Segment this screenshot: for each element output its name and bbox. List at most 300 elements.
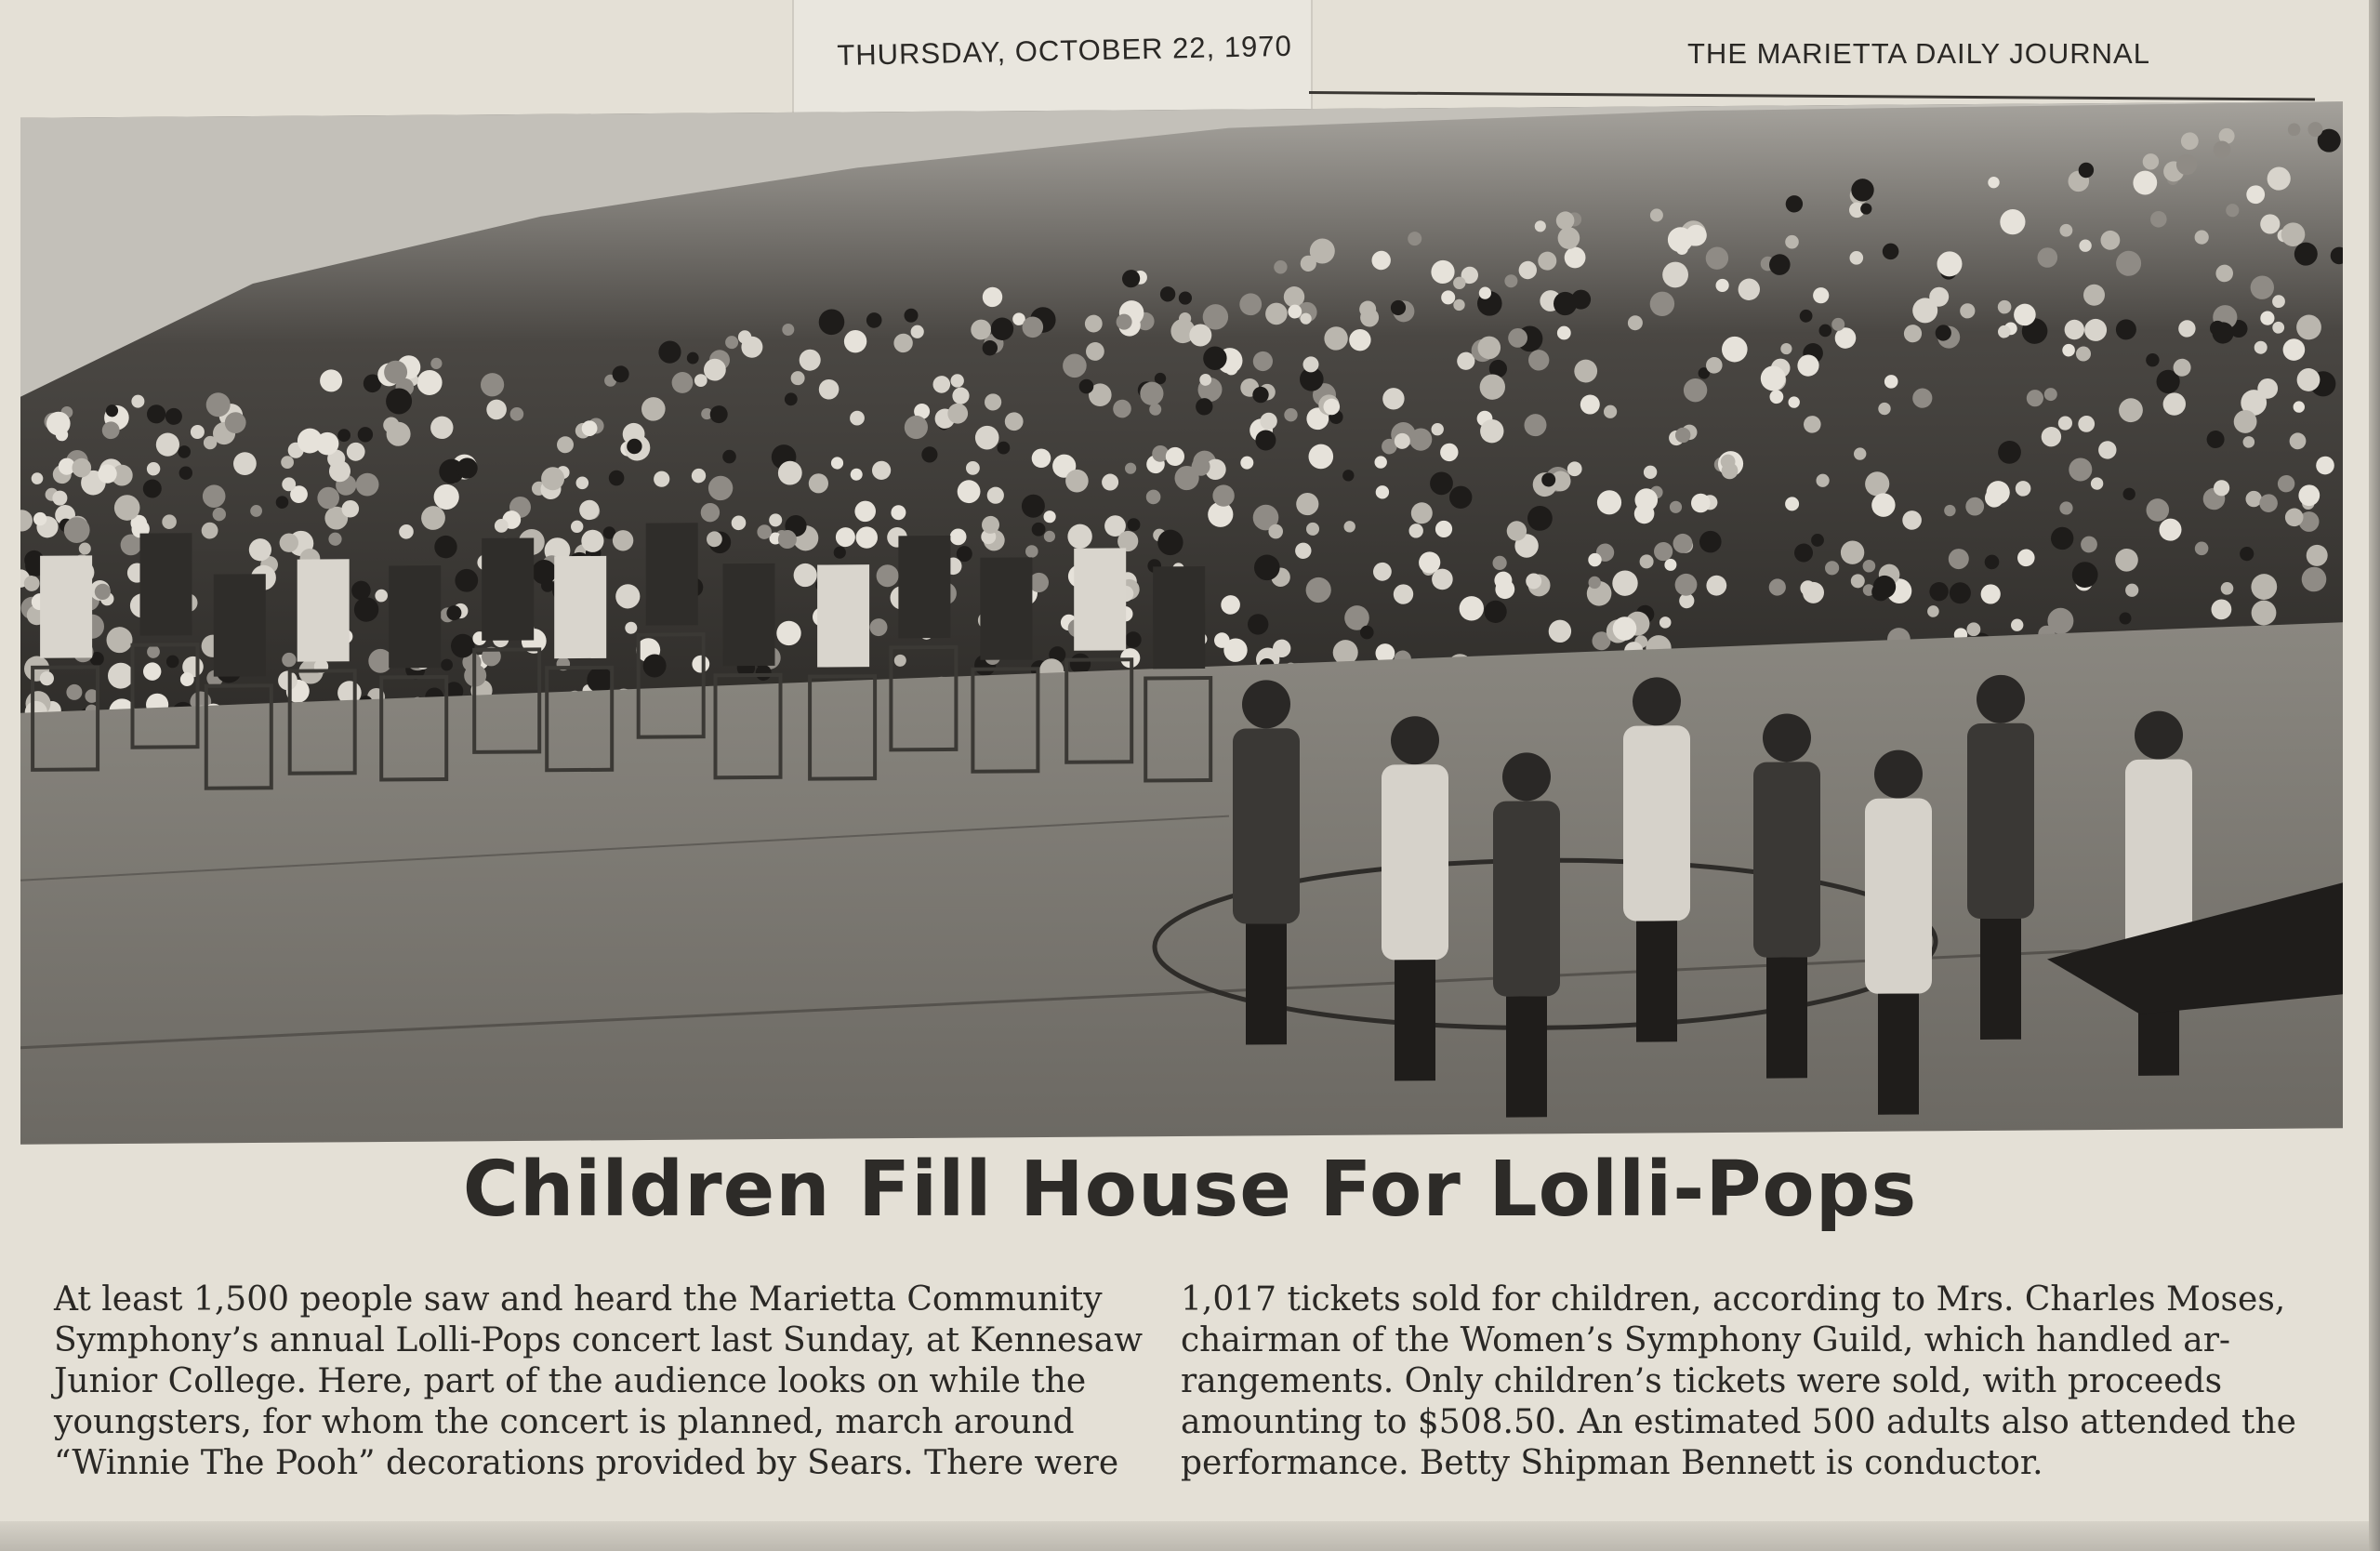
audience-face <box>165 408 182 425</box>
audience-face <box>1296 493 1318 515</box>
audience-face <box>1122 270 1140 287</box>
musician <box>980 557 1032 659</box>
audience-face <box>958 480 981 503</box>
audience-face <box>356 473 379 497</box>
child-head <box>1391 716 1439 764</box>
audience-face <box>1157 530 1183 556</box>
audience-face <box>1786 195 1803 213</box>
audience-face <box>386 388 412 414</box>
audience-face <box>613 365 629 382</box>
audience-face <box>399 524 414 539</box>
audience-face <box>233 452 257 475</box>
audience-face <box>1706 357 1723 374</box>
audience-face <box>2272 322 2284 334</box>
audience-face <box>495 519 509 533</box>
audience-face <box>794 563 817 587</box>
audience-face <box>1785 235 1799 249</box>
audience-face <box>1160 286 1175 302</box>
audience-face <box>162 514 177 529</box>
audience-face <box>1419 551 1440 573</box>
audience-face <box>1349 329 1370 351</box>
audience-face <box>957 546 972 562</box>
audience-face <box>434 484 459 510</box>
audience-face <box>2181 132 2199 150</box>
audience-face <box>2210 321 2225 337</box>
audience-face <box>1904 325 1922 342</box>
audience-face <box>1067 524 1091 550</box>
audience-face <box>692 469 706 484</box>
audience-face <box>1628 315 1643 330</box>
audience-face <box>1597 490 1621 514</box>
musician <box>1074 548 1126 650</box>
audience-face <box>947 404 968 424</box>
audience-face <box>579 500 599 521</box>
audience-face <box>2016 481 2031 497</box>
audience-face <box>1565 246 1586 268</box>
audience-face <box>1360 626 1374 640</box>
audience-face <box>725 336 738 349</box>
audience-face <box>2042 427 2061 447</box>
audience-face <box>1800 580 1815 596</box>
audience-face <box>905 416 928 439</box>
audience-face <box>951 374 964 388</box>
audience-face <box>1432 569 1453 590</box>
audience-face <box>1987 481 2010 504</box>
audience-face <box>1372 251 1391 271</box>
audience-face <box>1248 614 1268 635</box>
audience-face <box>1306 523 1319 536</box>
audience-face <box>2251 275 2274 299</box>
child-head <box>1633 677 1681 725</box>
audience-face <box>40 671 54 685</box>
audience-face <box>1342 470 1354 481</box>
audience-face <box>1441 290 1455 304</box>
audience-face <box>1023 316 1044 338</box>
audience-face <box>1166 447 1184 466</box>
audience-face <box>641 397 666 421</box>
audience-face <box>1654 542 1673 561</box>
audience-face <box>877 564 899 587</box>
audience-face <box>800 350 821 371</box>
audience-face <box>1950 582 1971 603</box>
audience-face <box>722 450 736 464</box>
audience-face <box>844 330 866 353</box>
audience-face <box>1706 576 1726 596</box>
musician <box>298 559 350 661</box>
audience-face <box>1902 510 1922 530</box>
audience-face <box>384 361 407 384</box>
audience-face <box>2307 122 2322 137</box>
audience-face <box>1005 412 1024 431</box>
audience-face <box>1479 286 1491 298</box>
audience-face <box>1557 326 1571 340</box>
audience-face <box>2285 508 2304 526</box>
audience-face <box>1295 543 1311 560</box>
audience-face <box>1949 549 1969 569</box>
audience-face <box>2290 432 2307 449</box>
audience-face <box>1588 553 1601 567</box>
audience-face <box>1239 293 1262 315</box>
audience-face <box>1196 398 1212 416</box>
audience-face <box>1274 260 1287 274</box>
musician <box>554 556 606 658</box>
audience-face <box>481 373 504 396</box>
audience-face <box>1998 325 2011 338</box>
audience-face <box>108 663 134 689</box>
musician <box>898 536 950 638</box>
audience-face <box>1303 356 1319 372</box>
audience-face <box>1686 225 1707 246</box>
audience-face <box>1391 300 1406 315</box>
audience-face <box>1022 495 1045 518</box>
audience-face <box>985 393 1001 410</box>
audience-face <box>131 395 144 408</box>
audience-face <box>1650 208 1663 221</box>
audience-face <box>1430 471 1453 495</box>
audience-face <box>613 530 633 551</box>
audience-face <box>952 387 969 404</box>
child-head <box>1242 680 1290 728</box>
audience-face <box>627 439 641 455</box>
audience-face <box>2259 494 2278 512</box>
audience-face <box>778 461 802 485</box>
audience-face <box>282 477 296 491</box>
audience-face <box>1284 408 1297 422</box>
audience-face <box>510 407 524 421</box>
child-body <box>1623 725 1690 921</box>
audience-face <box>625 622 637 634</box>
audience-face <box>166 656 179 669</box>
audience-face <box>707 531 722 547</box>
audience-face <box>1102 473 1118 490</box>
audience-face <box>1664 559 1676 571</box>
child-body <box>1865 798 1932 994</box>
audience-face <box>2294 401 2305 412</box>
audience-face <box>441 659 453 671</box>
audience-face <box>1395 433 1410 449</box>
audience-face <box>1819 325 1832 338</box>
header-rule-right <box>1309 91 2315 101</box>
audience-face <box>1507 521 1527 541</box>
audience-face <box>1214 632 1230 648</box>
musician <box>389 565 441 668</box>
audience-face <box>987 487 1004 504</box>
audience-face <box>643 654 667 677</box>
photo-drawing <box>20 101 2343 1144</box>
audience-face <box>2078 416 2095 432</box>
audience-face <box>893 334 912 353</box>
audience-face <box>1841 540 1864 564</box>
audience-face <box>1981 584 2001 603</box>
audience-face <box>2146 353 2159 367</box>
audience-face <box>1831 318 1844 331</box>
audience-face <box>2116 319 2136 339</box>
audience-face <box>1850 251 1864 265</box>
audience-face <box>704 359 726 381</box>
audience-face <box>2294 243 2318 266</box>
audience-face <box>1541 472 1555 486</box>
audience-face <box>1965 497 1984 516</box>
audience-face <box>1662 261 1688 287</box>
child-head <box>1502 752 1551 801</box>
musician <box>646 523 698 625</box>
clipping-right-edge <box>2369 0 2380 1551</box>
child-body <box>1753 762 1820 958</box>
audience-face <box>2283 338 2306 361</box>
audience-face <box>102 421 120 439</box>
audience-face <box>1528 350 1549 371</box>
audience-face <box>1079 379 1094 394</box>
audience-face <box>1199 374 1211 386</box>
audience-face <box>434 536 456 559</box>
audience-face <box>831 457 843 469</box>
audience-face <box>1044 510 1056 523</box>
audience-face <box>2307 545 2328 566</box>
audience-face <box>1526 573 1541 589</box>
audience-face <box>79 542 91 554</box>
audience-face <box>2120 612 2132 624</box>
audience-face <box>701 503 720 523</box>
audience-face <box>1324 326 1347 351</box>
audience-face <box>276 496 289 509</box>
audience-face <box>2215 265 2233 283</box>
audience-face <box>1825 561 1839 575</box>
audience-face <box>351 581 371 601</box>
audience-face <box>1480 419 1503 444</box>
audience-face <box>1612 570 1637 596</box>
audience-face <box>2297 368 2320 391</box>
audience-face <box>2079 163 2094 179</box>
audience-face <box>778 530 797 549</box>
audience-face <box>1376 485 1389 499</box>
child-legs <box>1395 960 1435 1080</box>
audience-face <box>2257 378 2278 399</box>
audience-face <box>337 429 350 442</box>
audience-face <box>975 426 999 450</box>
audience-face <box>1554 292 1577 315</box>
caption-left-column <box>54 1279 1170 1484</box>
audience-face <box>2081 537 2097 553</box>
newspaper-masthead: THE MARIETTA DAILY JOURNAL <box>1687 37 2150 70</box>
audience-face <box>1253 351 1273 371</box>
audience-face <box>1525 414 1547 436</box>
audience-face <box>2195 541 2209 555</box>
audience-face <box>2288 123 2301 136</box>
audience-face <box>1440 444 1458 462</box>
caption-line: Junior College. Here, part of the audience looks on while the <box>54 1362 1087 1400</box>
audience-face <box>1567 461 1582 476</box>
audience-face <box>387 422 411 446</box>
audience-face <box>1589 577 1601 589</box>
audience-face <box>179 466 192 480</box>
audience-face <box>1574 360 1597 383</box>
audience-face <box>2163 392 2186 416</box>
musician <box>817 564 869 667</box>
audience-face <box>2174 359 2191 377</box>
audience-face <box>738 330 751 344</box>
child-head <box>1874 749 1923 798</box>
audience-face <box>342 500 360 518</box>
audience-face <box>1684 378 1707 403</box>
audience-face <box>757 524 772 539</box>
audience-face <box>1865 471 1889 496</box>
caption-line: 1,017 tickets sold for children, according to Mrs. Charles Moses, <box>1181 1280 2286 1319</box>
headline: Children Fill House For Lolli-Pops <box>462 1146 1918 1234</box>
audience-face <box>834 547 846 559</box>
audience-face <box>1260 413 1276 431</box>
child-legs <box>1878 993 1919 1114</box>
audience-face <box>114 495 140 521</box>
audience-face <box>1493 556 1507 570</box>
caption-line: At least 1,500 people saw and heard the Marietta Community <box>54 1280 1103 1319</box>
caption-line: Symphony’s annual Lolli-Pops concert last Sunday, at Kennesaw <box>54 1321 1144 1359</box>
audience-face <box>836 527 855 547</box>
audience-face <box>328 533 341 546</box>
audience-face <box>2150 211 2167 228</box>
audience-face <box>2014 304 2036 326</box>
musician <box>1153 566 1205 669</box>
audience-face <box>156 432 179 456</box>
audience-face <box>1813 287 1829 303</box>
audience-face <box>250 505 262 517</box>
audience-face <box>1359 300 1376 317</box>
issue-date: THURSDAY, OCTOBER 22, 1970 <box>837 29 1293 72</box>
audience-face <box>1065 470 1089 493</box>
audience-face <box>1722 462 1739 479</box>
audience-face <box>609 471 625 486</box>
audience-face <box>1125 631 1142 648</box>
audience-face <box>178 445 191 458</box>
audience-face <box>2044 388 2057 401</box>
audience-face <box>1324 399 1341 416</box>
audience-face <box>1860 203 1871 214</box>
audience-face <box>2251 574 2277 600</box>
audience-face <box>2207 431 2225 448</box>
audience-face <box>687 352 699 365</box>
audience-face <box>1409 524 1423 538</box>
audience-face <box>2083 285 2105 306</box>
audience-face <box>1127 518 1140 531</box>
audience-face <box>2000 209 2025 234</box>
audience-face <box>2060 224 2073 237</box>
audience-face <box>191 425 205 439</box>
audience-face <box>541 467 564 490</box>
audience-face <box>933 376 951 393</box>
audience-face <box>1998 300 2012 314</box>
audience-face <box>2091 477 2103 489</box>
audience-face <box>2027 390 2043 406</box>
audience-face <box>1883 244 1899 260</box>
audience-face <box>2017 549 2035 566</box>
audience-face <box>1485 601 1507 623</box>
audience-face <box>1535 220 1546 232</box>
audience-face <box>1800 310 1813 323</box>
audience-face <box>2076 346 2091 361</box>
audience-face <box>2214 140 2231 158</box>
audience-face <box>894 655 906 667</box>
audience-face <box>854 500 876 522</box>
audience-face <box>1025 545 1038 558</box>
audience-face <box>1382 388 1404 410</box>
audience-face <box>557 436 574 453</box>
child-legs <box>1246 923 1287 1044</box>
audience-face <box>581 530 603 552</box>
caption-line: amounting to $508.50. An estimated 500 adults also attended the <box>1181 1403 2296 1441</box>
audience-face <box>354 597 378 622</box>
audience-face <box>576 476 589 489</box>
audience-face <box>347 443 365 461</box>
audience-face <box>1635 488 1659 511</box>
audience-face <box>1309 444 1334 470</box>
audience-face <box>2246 491 2262 508</box>
audience-face <box>320 369 342 391</box>
audience-face <box>1613 616 1637 641</box>
audience-face <box>2176 154 2197 176</box>
audience-face <box>298 429 323 454</box>
audience-face <box>1549 620 1571 643</box>
audience-face <box>851 469 863 481</box>
audience-face <box>32 472 44 484</box>
audience-face <box>225 412 246 433</box>
audience-face <box>1912 388 1932 407</box>
audience-face <box>1179 291 1192 304</box>
audience-face <box>911 325 924 338</box>
audience-face <box>1449 486 1472 510</box>
audience-face <box>1558 227 1580 249</box>
audience-face <box>1254 554 1280 580</box>
child-head <box>1977 675 2025 723</box>
audience-face <box>819 379 840 400</box>
audience-face <box>2195 230 2209 244</box>
audience-face <box>1288 305 1302 319</box>
audience-face <box>905 309 919 323</box>
audience-face <box>430 358 442 369</box>
audience-face <box>966 461 980 475</box>
audience-face <box>971 320 991 340</box>
audience-face <box>1478 337 1501 360</box>
audience-face <box>1770 390 1784 404</box>
audience-face <box>2214 480 2229 496</box>
audience-face <box>692 656 709 673</box>
audience-face <box>1691 494 1711 513</box>
audience-face <box>710 405 728 423</box>
audience-face <box>1301 313 1312 325</box>
audience-face <box>1519 261 1537 280</box>
audience-face <box>1927 605 1939 617</box>
audience-face <box>1504 274 1517 287</box>
audience-face <box>891 505 906 520</box>
audience-face <box>658 340 681 363</box>
audience-face <box>2051 527 2073 550</box>
audience-face <box>1851 179 1873 202</box>
audience-face <box>2047 608 2073 634</box>
audience-face <box>2069 457 2092 481</box>
audience-face <box>278 670 298 690</box>
audience-face <box>2059 501 2072 514</box>
audience-face <box>2123 488 2135 500</box>
audience-face <box>1212 484 1234 507</box>
audience-face <box>1508 328 1527 348</box>
audience-face <box>615 584 640 608</box>
audience-face <box>1817 474 1830 487</box>
audience-face <box>1265 303 1288 325</box>
audience-face <box>1192 457 1210 476</box>
audience-face <box>1811 534 1824 547</box>
audience-face <box>694 374 707 387</box>
musician <box>214 574 266 676</box>
caption-line: youngsters, for whom the concert is planned, march around <box>54 1403 1075 1441</box>
audience-face <box>1929 287 1949 307</box>
